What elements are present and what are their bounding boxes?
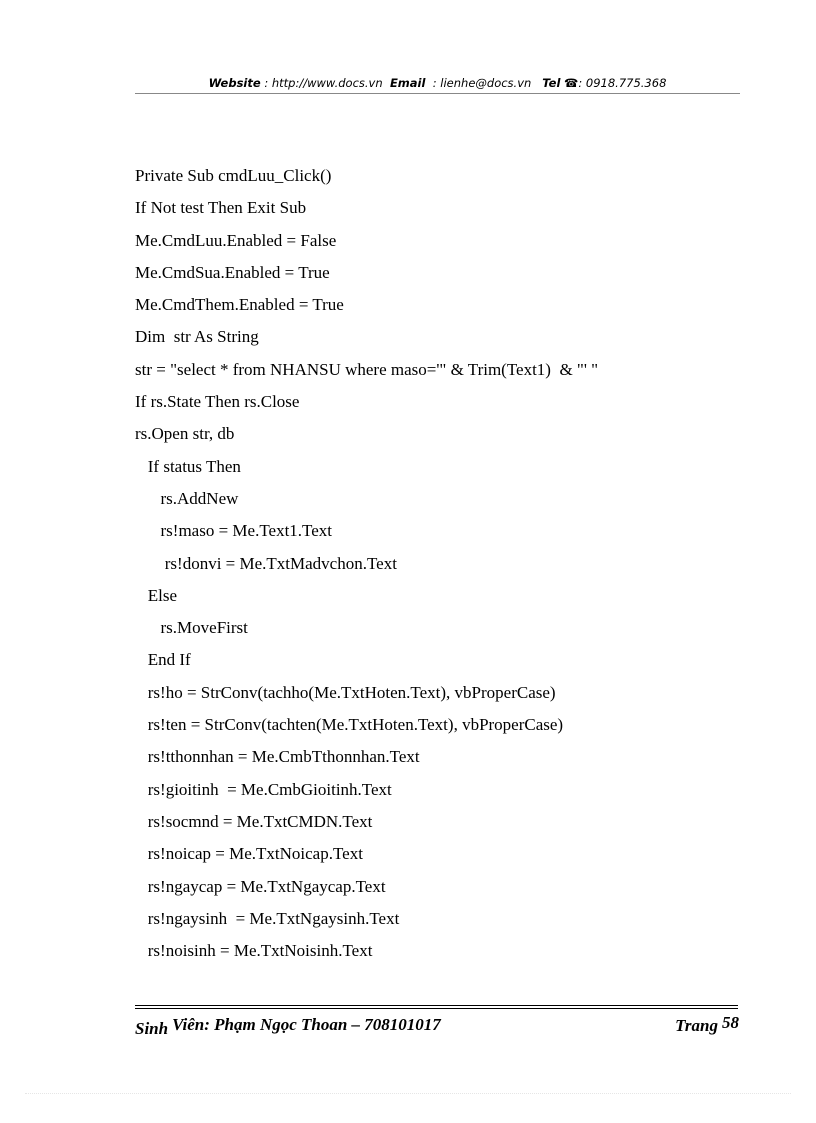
phone-icon: ☎: [564, 76, 579, 90]
code-line: If rs.State Then rs.Close: [135, 392, 300, 412]
footer-author: [135, 1015, 441, 1038]
code-line: rs!ten = StrConv(tachten(Me.TxtHoten.Text), vbProperCase): [135, 715, 564, 735]
code-line: Else: [135, 585, 178, 605]
code-line: Private Sub cmdLuu_Click(): [135, 166, 332, 185]
footer-page: [675, 1013, 739, 1036]
code-line: rs!noicap = Me.TxtNoicap.Text: [135, 844, 363, 864]
footer-author-prefix: Sinh: [135, 1019, 169, 1038]
code-line: End If: [135, 650, 191, 670]
code-line: rs!noisinh = Me.TxtNoisinh.Text: [135, 941, 373, 961]
code-line: Dim str As String: [135, 327, 259, 347]
code-line: If Not test Then Exit Sub: [135, 198, 307, 218]
page-number: 58: [722, 1013, 739, 1032]
code-line: Me.CmdLuu.Enabled = False: [135, 230, 337, 250]
code-line: rs!ho = StrConv(tachho(Me.TxtHoten.Text), vbProperCase): [135, 682, 556, 702]
code-line: rs!ngaysinh = Me.TxtNgaysinh.Text: [135, 908, 400, 928]
header-divider: [135, 93, 740, 94]
code-line: rs.Open str, db: [135, 424, 235, 444]
code-line: rs!tthonnhan = Me.CmbTthonnhan.Text: [135, 747, 420, 767]
footer-divider-bottom: [135, 1008, 738, 1009]
code-block: [135, 165, 740, 972]
email-label: Email: [389, 76, 426, 90]
tel-value: : 0918.775.368: [578, 76, 667, 90]
code-line: str = "select * from NHANSU where maso='" & Trim(Text1) & "' ": [135, 359, 599, 379]
code-line: rs!socmnd = Me.TxtCMDN.Text: [135, 811, 373, 831]
code-line: Me.CmdSua.Enabled = True: [135, 262, 330, 282]
bottom-dotted-divider: [25, 1093, 791, 1094]
code-line: rs!donvi = Me.TxtMadvchon.Text: [135, 553, 397, 573]
tel-label: Tel: [542, 76, 561, 90]
code-line: rs.MoveFirst: [135, 618, 248, 638]
website-label: Website: [208, 76, 261, 90]
page-header: [135, 76, 740, 90]
code-line: If status Then: [135, 456, 241, 476]
footer-page-label: Trang: [675, 1016, 718, 1035]
code-line: rs!ngaycap = Me.TxtNgaycap.Text: [135, 876, 386, 896]
footer-author-name: Viên: Phạm Ngọc Thoan – 708101017: [172, 1015, 441, 1034]
code-line: rs!maso = Me.Text1.Text: [135, 521, 333, 541]
email-value: : lienhe@docs.vn: [432, 76, 532, 90]
code-line: rs.AddNew: [135, 488, 239, 508]
code-line: Me.CmdThem.Enabled = True: [135, 295, 344, 315]
code-line: rs!gioitinh = Me.CmbGioitinh.Text: [135, 779, 392, 799]
website-value: : http://www.docs.vn: [264, 76, 383, 90]
footer-divider-top: [135, 1005, 738, 1006]
